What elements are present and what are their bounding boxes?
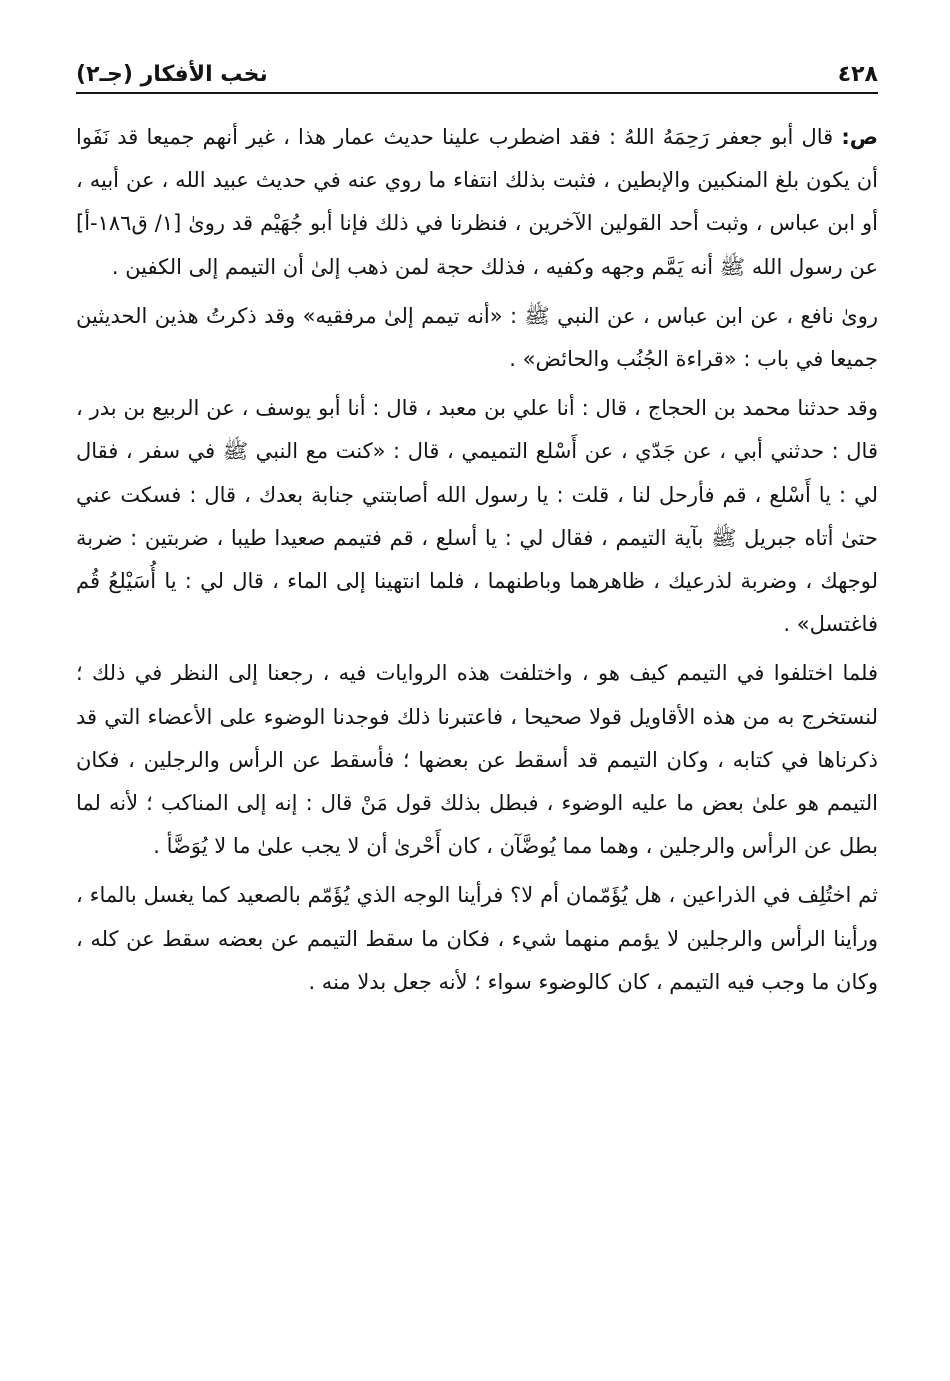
paragraph-1 [76, 116, 878, 289]
book-title: نخب الأفكار (جـ٢) [76, 62, 268, 87]
page-body [76, 116, 878, 1004]
paragraph-4 [76, 652, 878, 868]
paragraph-3 [76, 387, 878, 646]
paragraph-5 [76, 874, 878, 1004]
page-number: ٤٢٨ [837, 62, 878, 87]
paragraph-2 [76, 295, 878, 381]
running-header [76, 52, 878, 90]
paragraph-text: روىٰ نافع ، عن ابن عباس ، عن النبي ﷺ : «أنه تيمم إلىٰ مرفقيه» وقد ذكرتُ هذين الحديثين جميعا في باب : «قراءة الجُنُب والحائض» . [76, 303, 878, 372]
paragraph-text: فلما اختلفوا في التيمم كيف هو ، واختلفت هذه الروايات فيه ، رجعنا إلى النظر في ذلك ؛ لنستخرج به من هذه الأقاويل قولا صحيحا ، فاعتبرنا ذلك فوجدنا الوضوء على الأعضاء التي قد ذكرناها في كتابه ، وكان التيمم قد أسقط عن بعضها ؛ فأسقط عن الرأس والرجلين ، فكان التيمم هو علىٰ بعض ما عليه الوضوء ، فبطل بذلك قول مَنْ قال : إنه إلى المناكب ؛ لأنه لما بطل عن الرأس والرجلين ، وهما مما يُوضَّآن ، كان أَحْرىٰ أن لا يجب علىٰ ما لا يُوَضَّأ . [76, 661, 878, 859]
book-page [76, 52, 878, 1362]
paragraph-text: ثم اختُلِف في الذراعين ، هل يُؤَمّمان أم لا؟ فرأينا الوجه الذي يُؤَمّم بالصعيد كما يغسل بالماء ، ورأينا الرأس والرجلين لا يؤمم منهما شيء ، فكان ما سقط التيمم عن بعضه سقط عن كله ، وكان ما وجب فيه التيمم ، كان كالوضوء سواء ؛ لأنه جعل بدلا منه . [76, 883, 878, 994]
paragraph-text: وقد حدثنا محمد بن الحجاج ، قال : أنا علي بن معبد ، قال : أنا أبو يوسف ، عن الربيع بن بدر ، قال : حدثني أبي ، عن جَدّي ، عن أَسْلع التميمي ، قال : «كنت مع النبي ﷺ في سفر ، فقال لي : يا أَسْلع ، قم فأرحل لنا ، قلت : يا رسول الله أصابتني جنابة بعدك ، قال : فسكت عني حتىٰ أتاه جبريل ﷺ بآية التيمم ، فقال لي : يا أسلع ، قم فتيمم صعيدا طيبا ، ضربتين : ضربة لوجهك ، وضربة لذرعيك ، ظاهرهما وباطنهما ، فلما انتهينا إلى الماء ، قال لي : يا أُسَيْلعُ قُم فاغتسل» . [76, 396, 878, 637]
paragraph-lead: ص: [841, 125, 878, 149]
paragraph-text: قال أبو جعفر رَحِمَهُ اللهُ : فقد اضطرب علينا حديث عمار هذا ، غير أنهم جميعا قد نَفَوا أن يكون بلغ المنكبين والإبطين ، فثبت بذلك انتفاء ما روي عنه في حديث عبيد الله ، عن أبيه ، أو ابن عباس ، وثبت أحد القولين الآخرين ، فنظرنا في ذلك فإنا أبو جُهَيْم قد روىٰ [١/ ق١٨٦-أ] عن رسول الله ﷺ أنه يَمَّم وجهه وكفيه ، فذلك حجة لمن ذهب إلىٰ أن التيمم إلى الكفين . [76, 125, 878, 279]
header-divider [76, 92, 878, 94]
